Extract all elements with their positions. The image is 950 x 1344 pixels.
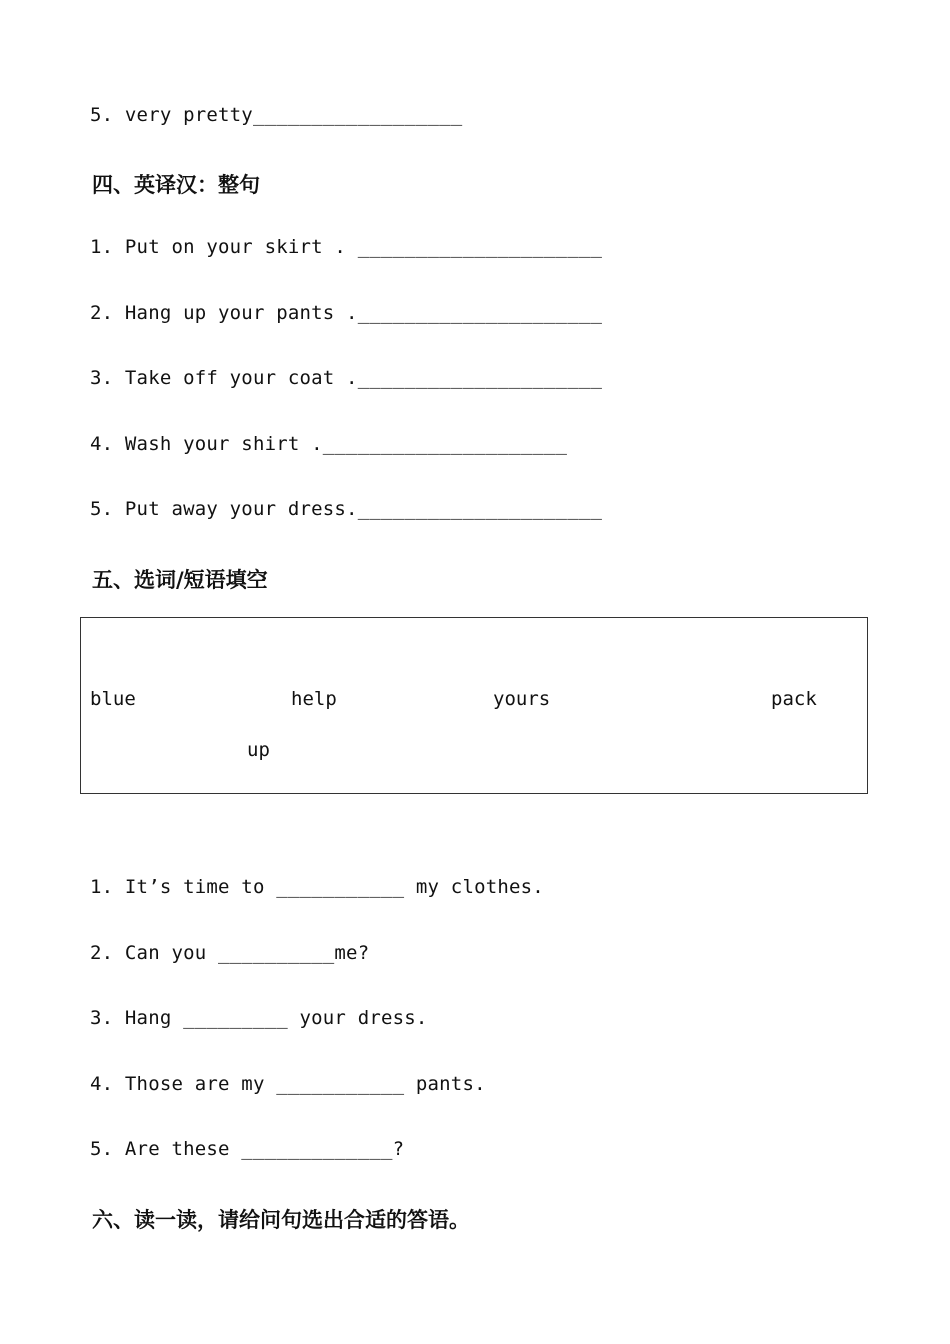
word-bank-word: help — [291, 688, 337, 710]
section-4-item-5: 5. Put away your dress._____________________ — [90, 498, 603, 520]
section-5-item-5: 5. Are these _____________? — [90, 1138, 405, 1160]
section-6-title: 六、读一读，请给问句选出合适的答语。 — [92, 1208, 470, 1232]
word-bank-word: pack — [771, 688, 817, 710]
section-4-title: 四、英译汉：整句 — [92, 173, 260, 197]
section-4-item-3: 3. Take off your coat ._____________________ — [90, 367, 603, 389]
section-5-item-3: 3. Hang _________ your dress. — [90, 1007, 428, 1029]
previous-section-item-5: 5. very pretty__________________ — [90, 104, 463, 126]
word-bank-word: blue — [90, 688, 136, 710]
section-5-item-1: 1. It’s time to ___________ my clothes. — [90, 876, 544, 898]
section-4-item-2: 2. Hang up your pants ._____________________ — [90, 302, 603, 324]
word-bank-word: up — [247, 739, 270, 761]
section-5-item-4: 4. Those are my ___________ pants. — [90, 1073, 486, 1095]
word-bank-box — [80, 617, 868, 794]
word-bank-word: yours — [493, 688, 551, 710]
section-5-item-2: 2. Can you __________me? — [90, 942, 370, 964]
section-5-title: 五、选词/短语填空 — [92, 568, 268, 592]
section-4-item-1: 1. Put on your skirt . _____________________ — [90, 236, 603, 258]
section-4-item-4: 4. Wash your shirt ._____________________ — [90, 433, 568, 455]
